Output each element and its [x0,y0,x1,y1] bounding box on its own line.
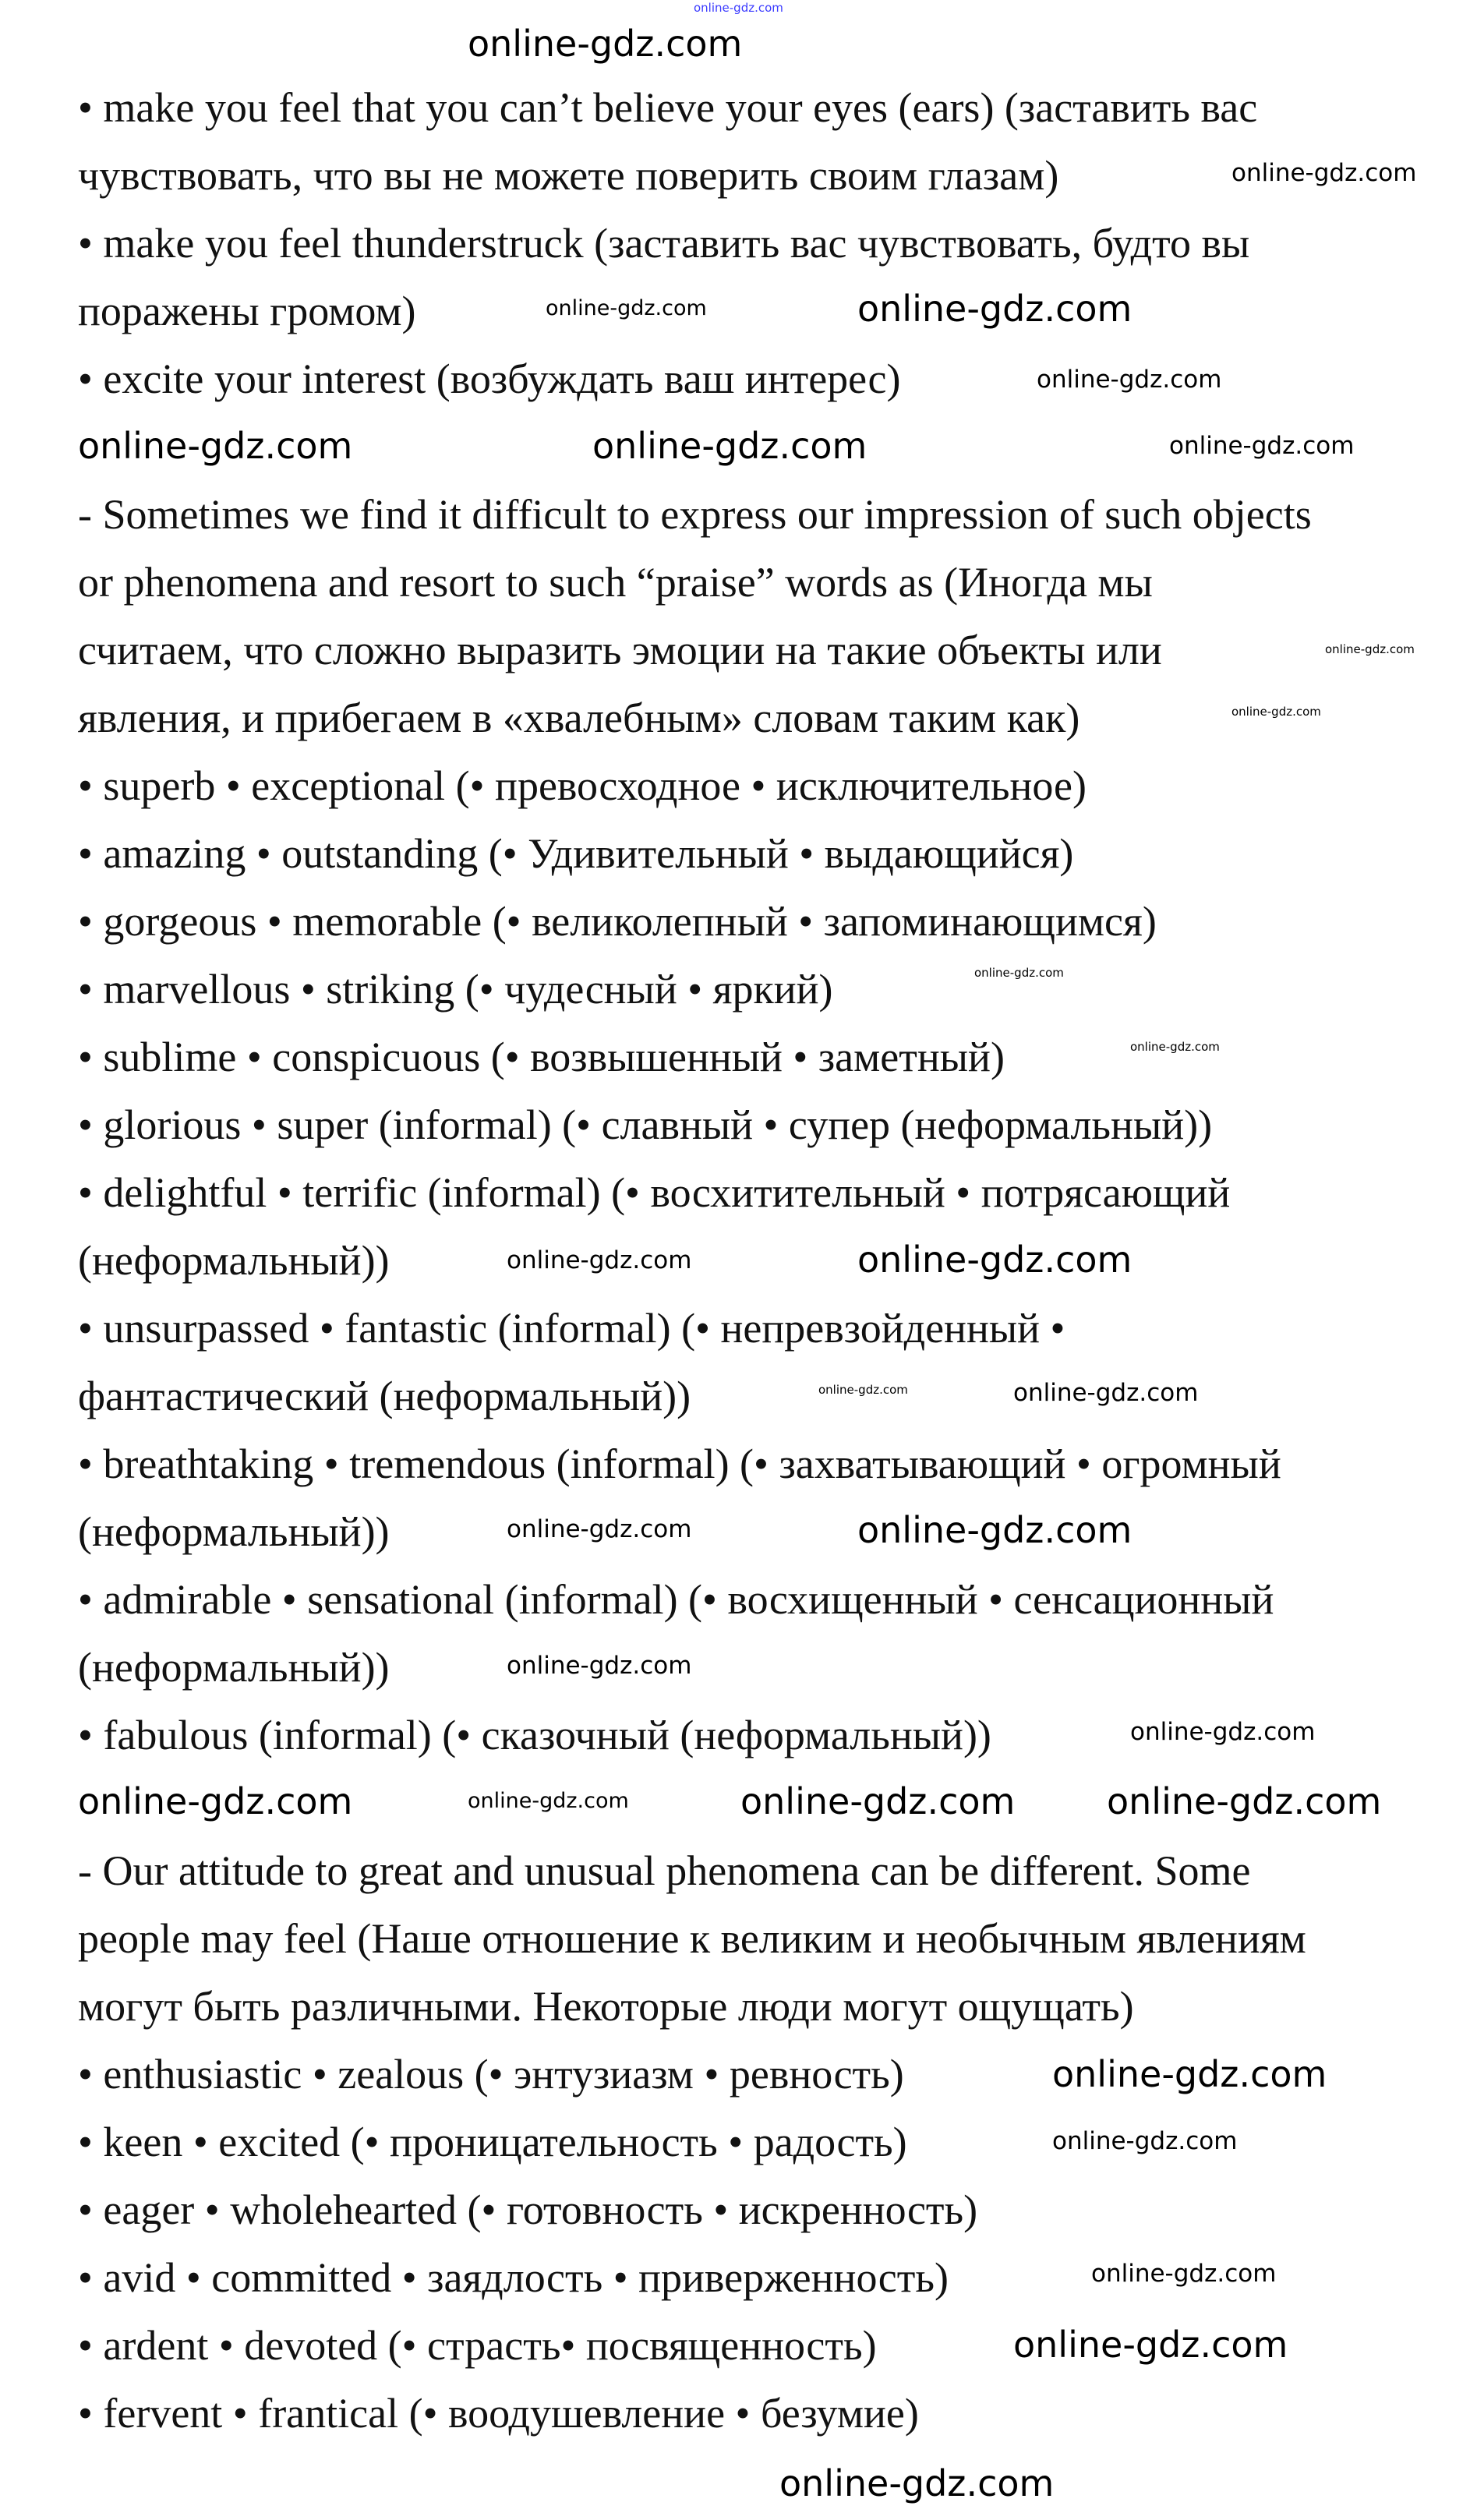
text-line: • superb • exceptional (• превосходное • исключительное) [78,762,1087,809]
text-line: - Our attitude to great and unusual phenomena can be different. Some [78,1847,1251,1894]
watermark: online-gdz.com [1052,2127,1238,2155]
text-line: • eager • wholehearted (• готовность • искренность) [78,2186,978,2233]
text-line: фантастический (неформальный)) [78,1373,691,1419]
watermark: online-gdz.com [78,1780,353,1822]
text-line: • gorgeous • memorable (• великолепный • запоминающимся) [78,898,1157,945]
watermark: online-gdz.com [857,1239,1132,1281]
watermark: online-gdz.com [740,1780,1016,1822]
text-line: - Sometimes we find it difficult to express our impression of such objects [78,491,1312,538]
text-line: • fervent • frantical (• воодушевление • безумие) [78,2390,919,2437]
watermark: online-gdz.com [1325,642,1415,656]
text-line: • sublime • conspicuous (• возвышенный • заметный) [78,1034,1005,1080]
watermark: online-gdz.com [1052,2053,1327,2095]
text-line: • marvellous • striking (• чудесный • яркий) [78,966,833,1013]
text-line: (неформальный)) [78,1237,390,1284]
text-line: (неформальный)) [78,1508,390,1555]
text-line: • breathtaking • tremendous (informal) (• захватывающий • огромный [78,1440,1281,1487]
text-line: • fabulous (informal) (• сказочный (неформальный)) [78,1712,991,1758]
watermark: online-gdz.com [1130,1718,1316,1746]
watermark: online-gdz.com [1169,432,1355,460]
watermark: online-gdz.com [1231,159,1417,187]
watermark: online-gdz.com [507,1652,692,1680]
watermark: online-gdz.com [1037,366,1222,394]
watermark: online-gdz.com [468,1789,629,1813]
watermark: online-gdz.com [1013,1379,1199,1407]
watermark: online-gdz.com [818,1383,908,1397]
watermark: online-gdz.com [546,296,707,320]
watermark: online-gdz.com [592,425,867,467]
text-line: считаем, что сложно выразить эмоции на такие объекты или [78,627,1162,673]
text-line: • make you feel that you can’t believe your eyes (ears) (заставить вас [78,84,1258,131]
text-line: • glorious • super (informal) (• славный • супер (неформальный)) [78,1101,1213,1148]
watermark: online-gdz.com [468,23,743,65]
text-line: or phenomena and resort to such “praise” words as (Иногда мы [78,559,1153,606]
watermark: online-gdz.com [974,966,1064,980]
text-line: • keen • excited (• проницательность • радость) [78,2119,907,2165]
watermark: online-gdz.com [1091,2260,1277,2288]
text-line: • excite your interest (возбуждать ваш интерес) [78,355,901,402]
text-line: могут быть различными. Некоторые люди могут ощущать) [78,1983,1134,2030]
text-line: чувствовать, что вы не можете поверить своим глазам) [78,152,1059,199]
text-line: • admirable • sensational (informal) (• восхищенный • сенсационный [78,1576,1274,1623]
watermark: online-gdz.com [779,2462,1055,2504]
text-line: явления, и прибегаем в «хвалебным» словам таким как) [78,695,1080,741]
watermark: online-gdz.com [857,288,1132,330]
text-line: • make you feel thunderstruck (заставить вас чувствовать, будто вы [78,220,1250,267]
watermark: online-gdz.com [694,1,783,15]
watermark: online-gdz.com [507,1515,692,1543]
text-line: • enthusiastic • zealous (• энтузиазм • ревность) [78,2051,904,2098]
watermark: online-gdz.com [78,425,353,467]
text-line: • amazing • outstanding (• Удивительный • выдающийся) [78,830,1074,877]
text-line: (неформальный)) [78,1644,390,1691]
watermark: online-gdz.com [857,1509,1132,1551]
watermark: online-gdz.com [1013,2324,1288,2366]
text-line: • delightful • terrific (informal) (• восхитительный • потрясающий [78,1169,1231,1216]
watermark: online-gdz.com [507,1246,692,1274]
text-line: поражены громом) [78,288,416,334]
text-line: • unsurpassed • fantastic (informal) (• непревзойденный • [78,1305,1065,1352]
text-line: • ardent • devoted (• страсть• посвященность) [78,2322,877,2369]
text-line: • avid • committed • заядлость • приверженность) [78,2254,949,2301]
watermark: online-gdz.com [1130,1040,1220,1054]
text-line: people may feel (Наше отношение к великим и необычным явлениям [78,1915,1306,1962]
watermark: online-gdz.com [1107,1780,1382,1822]
watermark: online-gdz.com [1231,705,1321,719]
